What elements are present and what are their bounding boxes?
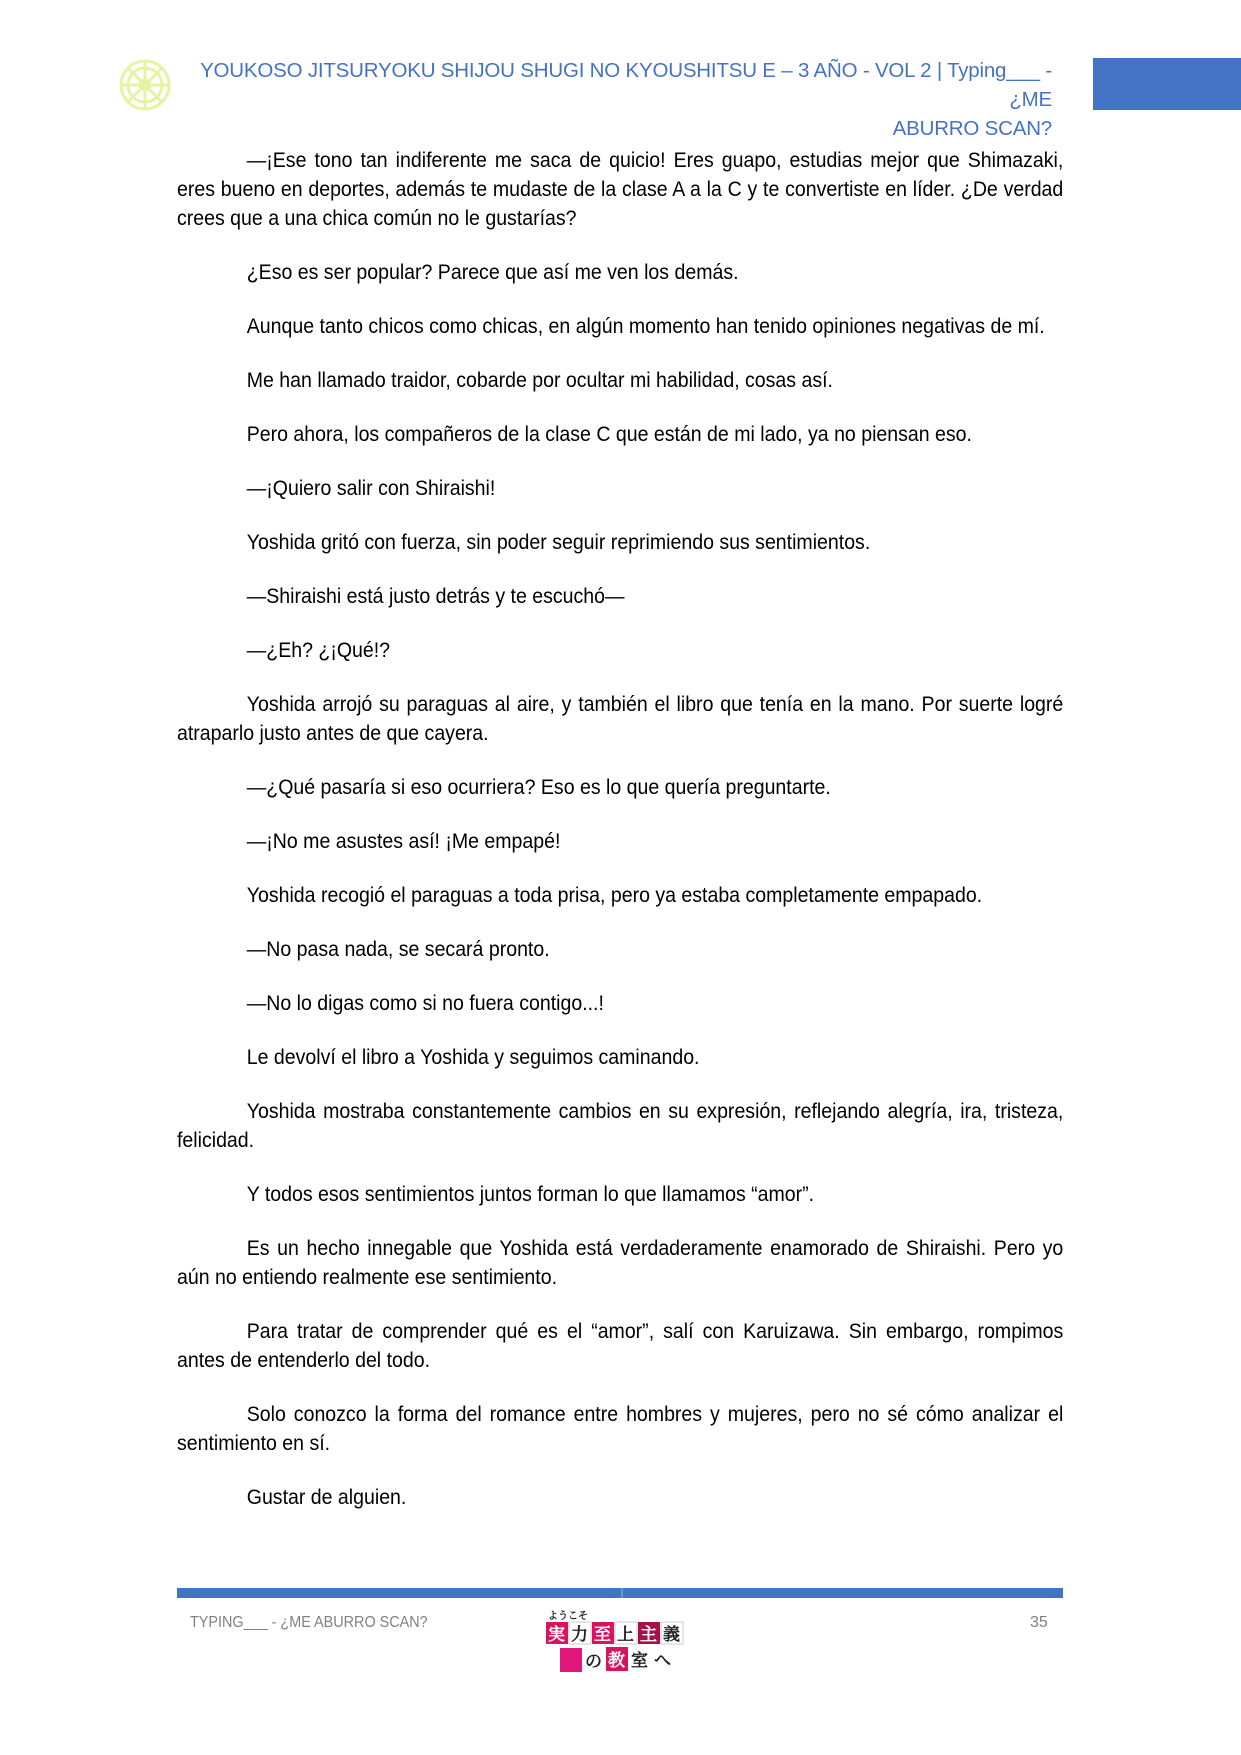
paragraph: Yoshida recogió el paraguas a toda prisa, pero ya estaba completamente empapado. <box>246 884 983 907</box>
paragraph: Pero ahora, los compañeros de la clase C que están de mi lado, ya no piensan eso. <box>246 423 972 446</box>
logo-char: 教 <box>608 1651 625 1671</box>
paragraph: Yoshida mostraba constantemente cambios en su expresión, reflejando alegría, ira, tristeza, felicidad. <box>177 1100 1064 1152</box>
paragraph: Le devolví el libro a Yoshida y seguimos caminando. <box>246 1046 700 1069</box>
paragraph: —¿Eh? ¿¡Qué!? <box>246 639 391 662</box>
paragraph: Solo conozco la forma del romance entre hombres y mujeres, pero no sé cómo analizar el sentimiento en sí. <box>177 1403 1064 1455</box>
page-number: 35 <box>1030 1614 1048 1631</box>
paragraph: Yoshida arrojó su paraguas al aire, y también el libro que tenía en la mano. Por suerte logré atraparlo justo antes de que cayera. <box>177 693 1064 745</box>
paragraph: —No lo digas como si no fuera contigo...! <box>246 992 604 1015</box>
logo-char: へ <box>654 1651 671 1671</box>
paragraph: Yoshida gritó con fuerza, sin poder seguir reprimiendo sus sentimientos. <box>246 531 871 554</box>
paragraph: ¿Eso es ser popular? Parece que así me ven los demás. <box>246 261 739 284</box>
logo-char: 室 <box>631 1651 648 1671</box>
paragraph: —Shiraishi está justo detrás y te escuchó— <box>246 585 625 608</box>
header-accent-bar <box>1093 58 1241 110</box>
paragraph: —¡Quiero salir con Shiraishi! <box>246 477 496 500</box>
logo-char: 至 <box>594 1625 611 1645</box>
footer-divider <box>177 1588 1063 1598</box>
logo-top-text: ようこそ <box>548 1611 588 1622</box>
paragraph: Es un hecho innegable que Yoshida está verdaderamente enamorado de Shiraishi. Pero yo aún no entiendo realmente ese sentimiento. <box>177 1237 1064 1289</box>
dharma-wheel-icon <box>118 58 172 112</box>
logo-char: 力 <box>571 1625 588 1645</box>
footer-left-text: TYPING___ - ¿ME ABURRO SCAN? <box>190 1614 428 1631</box>
series-logo <box>546 1608 696 1676</box>
paragraph: —¿Qué pasaría si eso ocurriera? Eso es lo que quería preguntarte. <box>246 776 831 799</box>
logo-char: 主 <box>640 1625 657 1645</box>
logo-char: 実 <box>548 1625 565 1645</box>
logo-char: 義 <box>663 1625 680 1645</box>
body-text <box>177 146 1063 1537</box>
paragraph: Y todos esos sentimientos juntos forman lo que llamamos “amor”. <box>246 1183 815 1206</box>
paragraph: Para tratar de comprender qué es el “amor”, salí con Karuizawa. Sin embargo, rompimos antes de entenderlo del todo. <box>177 1320 1064 1372</box>
paragraph: —¡No me asustes así! ¡Me empapé! <box>246 830 561 853</box>
paragraph: Gustar de alguien. <box>246 1486 407 1509</box>
paragraph: —¡Ese tono tan indiferente me saca de quicio! Eres guapo, estudias mejor que Shimazaki, eres bueno en deportes, además te mudaste de la clase A a la C y te convertiste en líder. ¿De verdad crees que a una chica común no le gustarías? <box>177 149 1064 230</box>
logo-row2 <box>560 1647 671 1672</box>
header-title <box>190 56 1052 143</box>
header-title-line2: ABURRO SCAN? <box>892 117 1052 140</box>
paragraph: Aunque tanto chicos como chicas, en algún momento han tenido opiniones negativas de mí. <box>246 315 1045 338</box>
header-title-line1: YOUKOSO JITSURYOKU SHIJOU SHUGI NO KYOUSHITSU E – 3 AÑO - VOL 2 | Typing___ - ¿ME <box>200 59 1052 111</box>
paragraph: —No pasa nada, se secará pronto. <box>246 938 550 961</box>
paragraph: Me han llamado traidor, cobarde por ocultar mi habilidad, cosas así. <box>246 369 833 392</box>
logo-char: の <box>585 1652 602 1672</box>
logo-char: 上 <box>617 1625 634 1645</box>
logo-row1 <box>546 1622 683 1645</box>
